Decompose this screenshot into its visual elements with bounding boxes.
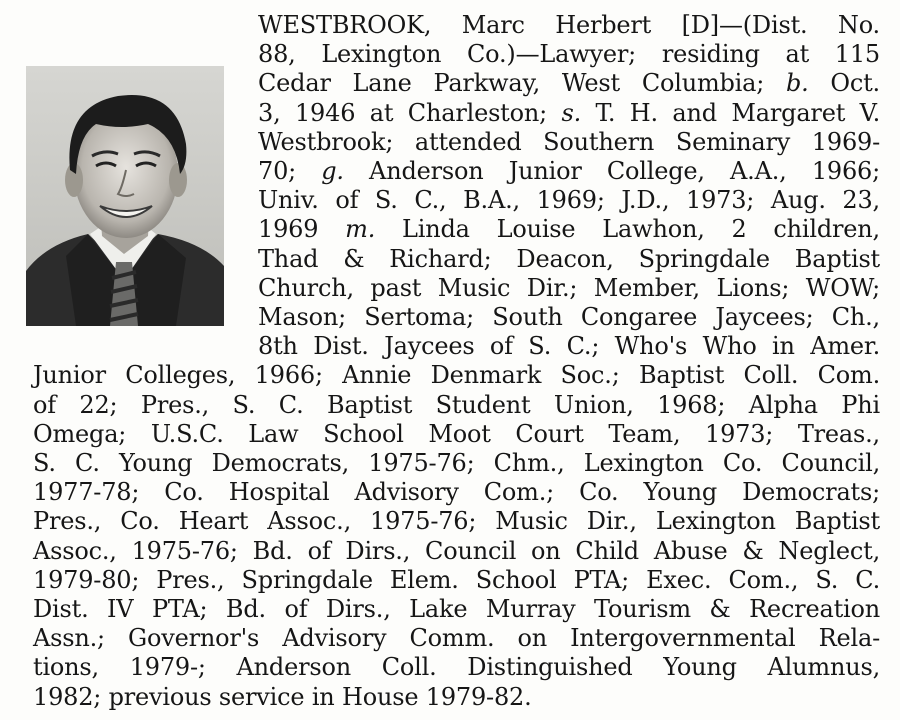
bio-line [33, 478, 880, 507]
bio-line [258, 274, 880, 303]
bio-text: Junior Colleges, 1966; Annie Denmark Soc.; Baptist Coll. Com. [33, 361, 880, 390]
bio-line [33, 361, 880, 390]
bio-line [33, 537, 880, 566]
bio-line [258, 128, 880, 157]
bio-text: Omega; U.S.C. Law School Moot Court Team, 1973; Treas., [33, 419, 880, 448]
bio-text: Cedar Lane Parkway, West Columbia; [258, 69, 786, 98]
bio-text: 8th Dist. Jaycees of S. C.; Who's Who in Amer. [258, 332, 880, 361]
bio-text: 3, 1946 at Charleston; [258, 98, 562, 127]
bio-line [33, 595, 880, 624]
portrait-photo [26, 66, 224, 326]
bio-text: of 22; Pres., S. C. Baptist Student Union, 1968; Alpha Phi [33, 390, 880, 419]
bio-line [258, 186, 880, 215]
bio-line [258, 99, 880, 128]
bio-line [33, 391, 880, 420]
bio-text: T. H. and Margaret V. [581, 98, 881, 127]
bio-line [258, 332, 880, 361]
portrait-illustration [26, 66, 224, 326]
bio-abbrev: s. [561, 98, 582, 127]
bio-text: WESTBROOK, Marc Herbert [D]—(Dist. No. [258, 11, 880, 39]
bio-text: 1977-78; Co. Hospital Advisory Com.; Co. Young Democrats; [33, 478, 880, 507]
bio-text: Assn.; Governor's Advisory Comm. on Intergovernmental Rela- [33, 624, 880, 653]
bio-line [258, 157, 880, 186]
bio-text: Mason; Sertoma; South Congaree Jaycees; Ch., [258, 303, 880, 331]
bio-line [33, 566, 880, 595]
bio-text: tions, 1979-; Anderson Coll. Distinguished Young Alumnus, [33, 653, 880, 682]
bio-line [258, 215, 880, 244]
bio-line [33, 507, 880, 536]
bio-text: 70; [258, 157, 322, 185]
bio-text: Univ. of S. C., B.A., 1969; J.D., 1973; Aug. 23, [258, 186, 880, 215]
bio-text: 1969 [258, 215, 346, 244]
bio-text: Thad & Richard; Deacon, Springdale Baptist [258, 244, 880, 273]
bio-text: Church, past Music Dir.; Member, Lions; WOW; [258, 273, 880, 302]
bio-line [258, 40, 880, 69]
bio-line [33, 449, 880, 478]
bio-abbrev: g. [321, 157, 344, 185]
bio-line [258, 69, 880, 98]
bio-line [258, 11, 880, 40]
bio-text: Oct. [808, 69, 880, 98]
bio-text: Assoc., 1975-76; Bd. of Dirs., Council on Child Abuse & Neglect, [33, 536, 880, 565]
bio-line [33, 683, 880, 712]
bio-text: Westbrook; attended Southern Seminary 1969- [258, 127, 880, 156]
bio-line [258, 303, 880, 332]
bio-abbrev: b. [785, 69, 809, 98]
bio-line [33, 624, 880, 653]
bio-text: 88, Lexington Co.)—Lawyer; residing at 115 [258, 40, 880, 69]
bio-text: 1979-80; Pres., Springdale Elem. School PTA; Exec. Com., S. C. [33, 565, 880, 594]
bio-line [33, 653, 880, 682]
bio-text: Linda Louise Lawhon, 2 children, [375, 215, 880, 244]
bio-text: Anderson Junior College, A.A., 1966; [343, 157, 880, 185]
bio-line [33, 420, 880, 449]
bio-abbrev: m. [345, 215, 376, 244]
bio-text: 1982; previous service in House 1979-82. [33, 682, 532, 711]
bio-text: S. C. Young Democrats, 1975-76; Chm., Lexington Co. Council, [33, 449, 880, 477]
bio-text: Dist. IV PTA; Bd. of Dirs., Lake Murray Tourism & Recreation [33, 595, 880, 623]
bio-line [258, 245, 880, 274]
bio-text: Pres., Co. Heart Assoc., 1975-76; Music Dir., Lexington Baptist [33, 507, 880, 536]
